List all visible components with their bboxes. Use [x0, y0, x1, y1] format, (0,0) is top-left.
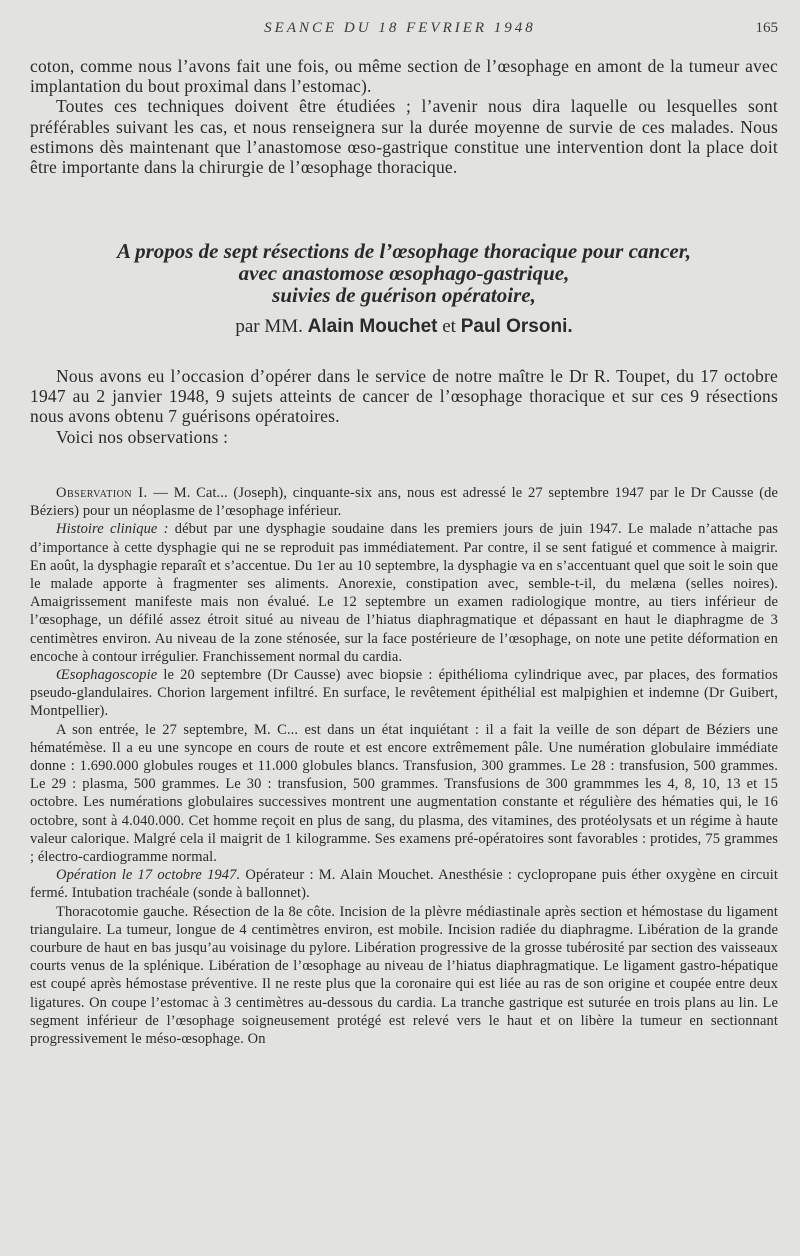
lead-paragraph: Nous avons eu l’occasion d’opérer dans le service de notre maître le Dr R. Toupet, du 17 octobre 1947 au 2 janvier 1948, 9 sujets atteints de cancer de l’œsophage thoracique et sur ces 9 résections nous avons obtenu 7 guérisons opératoires.	[30, 366, 778, 427]
observation-label: Observation I.	[56, 485, 148, 501]
observation-intro	[30, 484, 778, 520]
author-name: Alain Mouchet	[307, 316, 438, 337]
admission-paragraph: A son entrée, le 27 septembre, M. C... est dans un état inquiétant : il a fait la veille de son départ de Béziers une hématémèse. Il a eu une syncope en cours de route et est encore extrêmement pâle. Une numération globulaire immédiate donne : 1.690.000 globules rouges et 11.000 globules blancs. Transfusion, 300 grammes. Le 28 : transfusion, 500 grammes. Le 29 : plasma, 500 grammes. Le 30 : transfusion, 500 grammes. Transfusions de 300 grammmes les 4, 8, 10, 13 et 15 octobre. Les numérations globulaires successives montrent une augmentation constante et régulière des hématies qui, le 16 octobre, sont à 4.040.000. Cet homme reçoit en plus de sang, du plasma, des vitamines, des protéolysats et un régime à haute valeur calorique. Malgré cela il maigrit de 1 kilogramme. Ses examens pré-opératoires sont favorables : protides, 75 grammes ; électro-cardiogramme normal.	[30, 721, 778, 866]
observation-section	[30, 484, 778, 1048]
article-title-line-3: suivies de guérison opératoire,	[272, 283, 536, 307]
intro-section	[30, 56, 778, 177]
operation-label: Opération le 17 octobre 1947.	[56, 867, 241, 884]
article-title-line-2: avec anastomose œsophago-gastrique,	[238, 261, 570, 285]
observation-text: — M. Cat... (Joseph), cinquante-six ans, nous est adressé le 27 septembre 1947 par le Dr Causse (de Béziers) pour un néoplasme de l’œsophage inférieur.	[30, 485, 779, 520]
running-title: SEANCE DU 18 FEVRIER 1948	[264, 20, 536, 36]
operation-paragraph	[30, 866, 778, 902]
intro-paragraph: Toutes ces techniques doivent être étudiées ; l’avenir nous dira laquelle ou lesquelles sont préférables suivant les cas, et nous renseignera sur la durée moyenne de survie de ces malades. Nous estimons dès maintenant que l’anastomose œso-gastrique constitue une intervention dont la place doit être importante dans la chirurgie de l’œsophage thoracique.	[30, 96, 778, 178]
page-number: 165	[755, 20, 778, 36]
clinical-history-text: début par une dysphagie soudaine dans les premiers jours de juin 1947. Le malade n’attache pas d’importance à cette dysphagie qui ne se reproduit pas immédiatement. Par contre, il se sent fatigué et commence à maigrir. En août, la dysphagie reparaît et s’accentue. Du 1er au 10 septembre, la dysphagie va en s’accentuant quel que soit le soin que le malade apporte à fragmenter ses aliments. Anorexie, constipation avec, semble-t-il, du melæna (selles noires). Amaigrissement manifeste mais non évalué. Le 12 septembre un examen radiologique montre, au tiers inférieur de l’œsophage, un défilé assez étroit situé au niveau de l’hiatus diaphragmatique et dépassant en haut le diaphragme de 3 centimètres environ. Au niveau de la zone sténosée, sur la face postérieure de l’œsophage, on note une petite déformation en encoche à contour irrégulier. Franchissement normal du cardia.	[30, 521, 778, 665]
byline	[30, 316, 778, 338]
oesophagoscopy-text: le 20 septembre (Dr Causse) avec biopsie : épithélioma cylindrique avec, par places, des formatios pseudo-glandulaires. Chorion largement infiltré. En surface, le revêtement épithélial est malpighien et indemne (Dr Guibert, Montpellier).	[30, 667, 778, 720]
lead-section	[30, 366, 778, 447]
operation-text: Opérateur : M. Alain Mouchet. Anesthésie : cyclopropane puis éther oxygène en circuit fermé. Intubation trachéale (sonde à ballonnet).	[30, 867, 778, 902]
lead-paragraph: Voici nos observations :	[56, 426, 229, 447]
byline-conjunction: et	[442, 316, 456, 337]
oesophagoscopy-paragraph	[30, 666, 778, 721]
clinical-history-paragraph	[30, 520, 778, 666]
article-title-line-1: A propos de sept résections de l’œsophage thoracique pour cancer,	[116, 239, 691, 263]
clinical-history-label: Histoire clinique :	[56, 521, 169, 538]
article-heading	[30, 240, 778, 306]
running-header	[0, 20, 800, 44]
byline-prefix: par MM.	[235, 316, 303, 337]
thoracotomy-paragraph: Thoracotomie gauche. Résection de la 8e côte. Incision de la plèvre médiastinale après section et hémostase du ligament triangulaire. La tumeur, longue de 4 centimètres environ, est mobile. Incision radiée du diaphragme. Libération de la grande courbure de haut en bas jusqu’au voisinage du pylore. Libération progressive de la grosse tubérosité par section des vaisseaux courts venus de la splénique. Libération de l’œsophage au niveau de l’hiatus diaphragmatique. Le ligament gastro-hépatique est coupé après hémostase préventive. Il ne reste plus que la coronaire qui est liée au ras de son origine et coupée entre deux ligatures. On coupe l’estomac à 3 centimètres au-dessous du cardia. La tranche gastrique est suturée en trois plans au lin. Le segment inférieur de l’œsophage soigneusement protégé est relevé vers le haut et on libère la tumeur en sectionnant progressivement le méso-œsophage. On	[30, 903, 778, 1048]
oesophagoscopy-label: Œsophagoscopie	[56, 667, 158, 684]
intro-paragraph-continued: coton, comme nous l’avons fait une fois, ou même section de l’œsophage en amont de la tumeur avec implantation du bout proximal dans l’estomac).	[30, 56, 778, 97]
author-name: Paul Orsoni.	[460, 316, 573, 337]
